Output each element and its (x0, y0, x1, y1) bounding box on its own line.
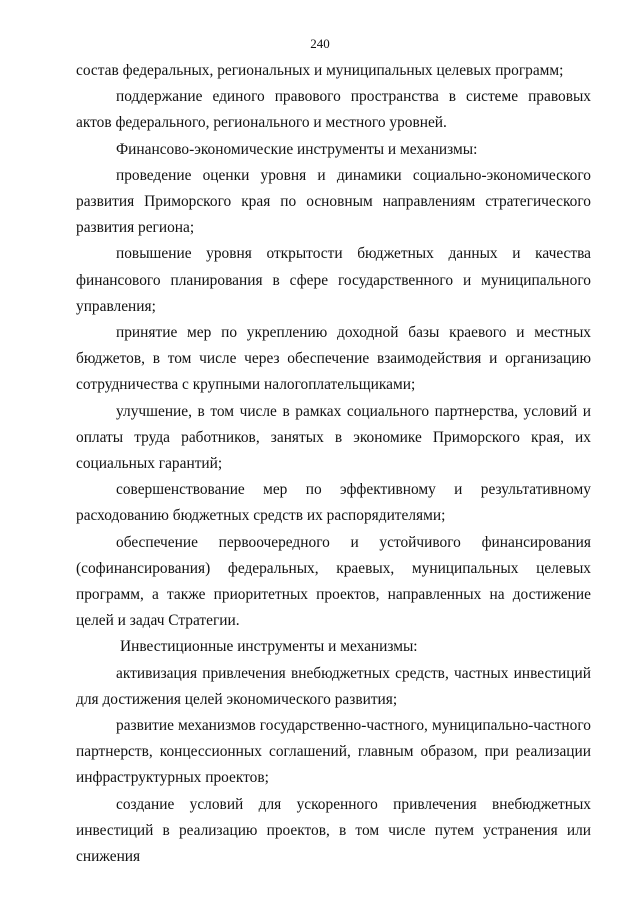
paragraph-legal-space: поддержание единого правового пространства в системе правовых актов федерального, регионального и местного уровней. (76, 88, 591, 132)
paragraph-budget-openness: повышение уровня открытости бюджетных данных и качества финансового планирования в сфере государственного и муниципального управления; (76, 245, 591, 315)
paragraph-investment-conditions: создание условий для ускоренного привлечения внебюджетных инвестиций в реализацию проектов, в том числе путем устранения или снижения (76, 795, 591, 866)
paragraph-labor-conditions: улучшение, в том числе в рамках социального партнерства, условий и оплаты труда работников, занятых в экономике Приморского края, их социальных гарантий; (76, 402, 591, 473)
paragraph-revenue-base: принятие мер по укреплению доходной базы краевого и местных бюджетов, в том числе через обеспечение взаимодействия и организацию сотрудничества с крупными налогоплательщиками; (76, 324, 591, 394)
page-number: 240 (310, 36, 330, 51)
paragraph-budget-spending: совершенствование мер по эффективному и результативному расходованию бюджетных средств их распорядителями; (76, 481, 591, 525)
document-body (76, 58, 591, 870)
paragraph-attract-investment: активизация привлечения внебюджетных средств, частных инвестиций для достижения целей экономического развития; (76, 664, 591, 708)
paragraph-assessment: проведение оценки уровня и динамики социально-экономического развития Приморского края по основным направлениям стратегического развития региона; (76, 166, 591, 237)
paragraph-ppp-development: развитие механизмов государственно-частного, муниципально-частного партнерств, концессионных соглашений, главным образом, при реализации инфраструктурных проектов; (76, 717, 591, 787)
heading-investment-instruments: Инвестиционные инструменты и механизмы: (120, 638, 418, 656)
heading-financial-instruments: Финансово-экономические инструменты и механизмы: (116, 140, 478, 158)
paragraph-programs-composition: состав федеральных, региональных и муниципальных целевых программ; (76, 62, 564, 79)
paragraph-program-financing: обеспечение первоочередного и устойчивого финансирования (софинансирования) федеральных, краевых, муниципальных целевых программ, а также приоритетных проектов, направленных на достижение целей и задач Стратегии. (76, 533, 591, 630)
